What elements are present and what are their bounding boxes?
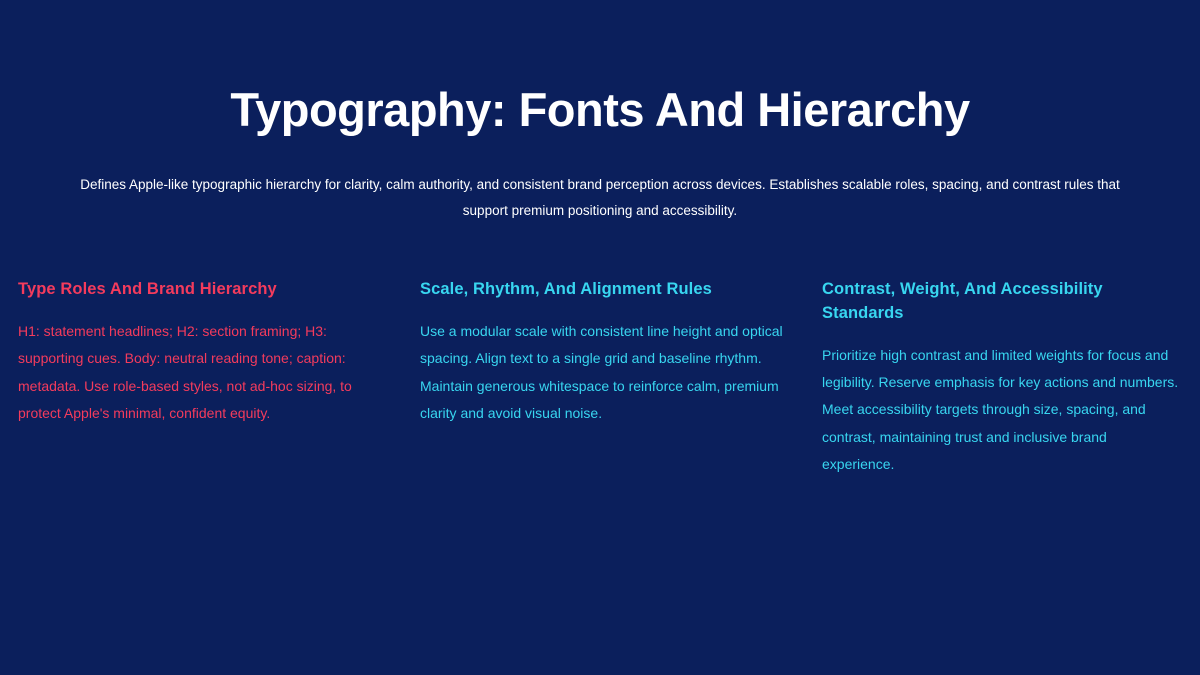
column-3-heading: Contrast, Weight, And Accessibility Standards [822,280,1103,322]
content-column-2 [420,278,792,478]
column-1-heading: Type Roles And Brand Hierarchy [18,280,277,298]
column-1-body: H1: statement headlines; H2: section framing; H3: supporting cues. Body: neutral reading tone; caption: metadata. Use role-based styles, not ad-hoc sizing, to protect Apple's minimal, confident equity. [18,322,352,421]
content-column-3 [822,278,1182,478]
page-title: Typography: Fonts And Hierarchy [230,83,970,137]
content-columns [0,278,1200,478]
column-3-body: Prioritize high contrast and limited weights for focus and legibility. Reserve emphasis for key actions and numbers. Meet accessibility targets through size, spacing, and contrast, maintaining trust and inclusive brand experience. [822,346,1179,473]
content-column-1 [18,278,390,478]
column-2-heading: Scale, Rhythm, And Alignment Rules [420,280,712,298]
column-2-body: Use a modular scale with consistent line height and optical spacing. Align text to a single grid and baseline rhythm. Maintain generous whitespace to reinforce calm, premium clarity and avoid visual noise. [420,322,783,421]
slide-subtitle: Defines Apple-like typographic hierarchy for clarity, calm authority, and consistent brand perception across devices. Establishes scalable roles, spacing, and contrast rules that support premium positioning and accessibility. [80,176,1120,218]
